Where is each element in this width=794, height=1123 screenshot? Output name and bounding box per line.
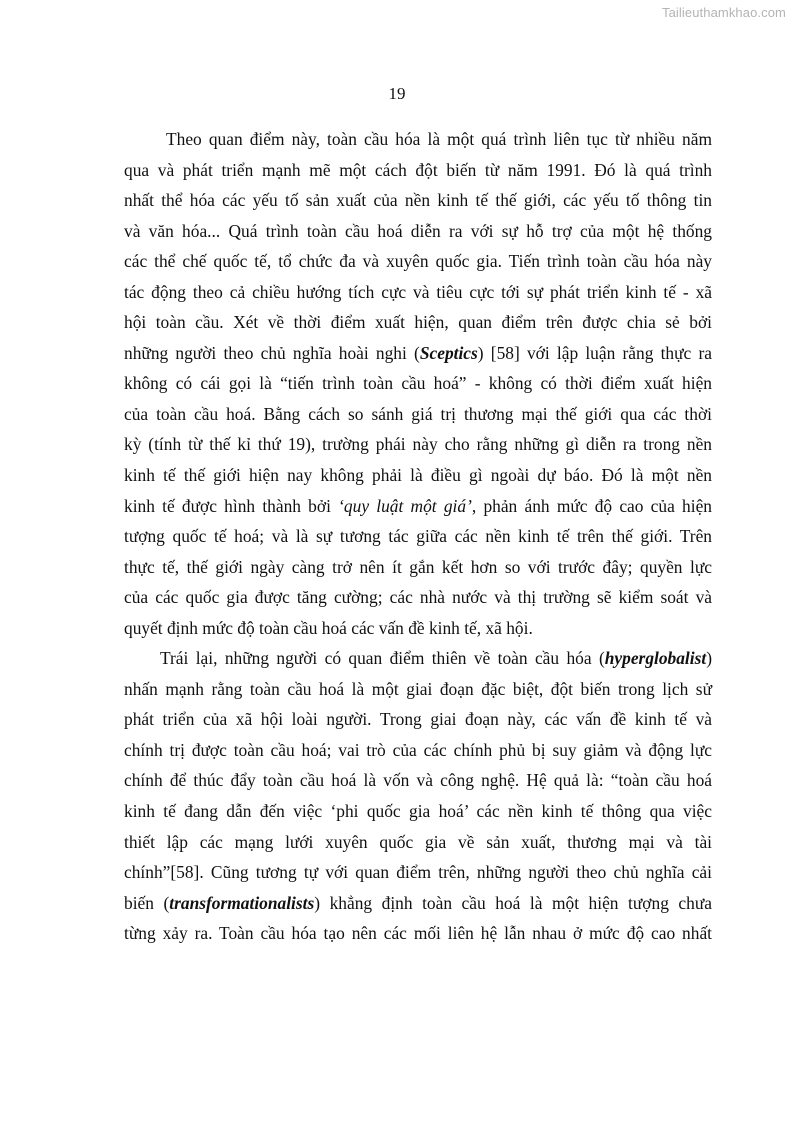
text-run: chính để thúc đẩy toàn cầu hoá là vốn và công nghệ. Hệ quả là: “toàn cầu hoá (124, 770, 712, 791)
paragraph-1 (124, 124, 712, 643)
text-run: Theo quan điểm này, toàn cầu hóa là một quá trình liên tục từ nhiều năm (166, 129, 712, 149)
text-run: Trái lại, những người có quan điểm thiên về toàn cầu hóa ( (160, 648, 605, 669)
text-run: và văn hóa... Quá trình toàn cầu hoá diễn ra với sự hỗ trợ của một hệ thống (124, 220, 712, 241)
text-run: các thể chế quốc tế, tổ chức đa và xuyên quốc gia. Tiến trình toàn cầu hóa này (124, 251, 712, 272)
text-run: những người theo chủ nghĩa hoài nghi ( (124, 342, 420, 363)
text-line (124, 429, 712, 460)
text-line (124, 460, 712, 491)
text-run: chính trị được toàn cầu hoá; vai trò của các chính phủ bị suy giảm và động lực (124, 739, 712, 760)
text-run: thực tế, thế giới ngày càng trở nên ít gắn kết hơn so với trước đây; quyền lực (124, 556, 712, 577)
document-body (124, 124, 712, 949)
text-run: nhấn mạnh rằng toàn cầu hoá là một giai đoạn đặc biệt, đột biến trong lịch sử (124, 678, 712, 699)
text-line (124, 796, 712, 827)
text-run: tượng quốc tế hoá; và là sự tương tác giữa các nền kinh tế trên thế giới. Trên (124, 526, 712, 547)
paragraph-2 (124, 643, 712, 948)
text-line (124, 338, 712, 369)
text-line (124, 368, 712, 399)
text-run: của toàn cầu hoá. Bằng cách so sánh giá trị thương mại thế giới qua các thời (124, 403, 712, 424)
text-line (124, 765, 712, 796)
text-run: chính”[58]. Cũng tương tự với quan điểm trên, những người theo chủ nghĩa cải (124, 862, 712, 883)
text-line (124, 185, 712, 216)
text-line (124, 918, 712, 949)
quoted-term: ‘quy luật một giá’ (338, 495, 472, 516)
watermark: Tailieuthamkhao.com (661, 5, 786, 20)
text-run: kinh tế được hình thành bởi (124, 495, 339, 516)
page-number: 19 (388, 84, 406, 103)
text-run: qua và phát triển mạnh mẽ một cách đột biến từ năm 1991. Đó là quá trình (124, 159, 712, 180)
text-line (124, 307, 712, 338)
text-line (124, 888, 712, 919)
text-line (124, 399, 712, 430)
text-line (124, 827, 712, 858)
text-run: ) (706, 648, 712, 669)
text-run: từng xảy ra. Toàn cầu hóa tạo nên các mối liên hệ lẫn nhau ở mức độ cao nhất (124, 923, 712, 944)
term-transformationalists: transformationalists (169, 892, 315, 913)
text-run: nhất thể hóa các yếu tố sản xuất của nền kinh tế thế giới, các yếu tố thông tin (124, 190, 712, 211)
term-hyperglobalist: hyperglobalist (604, 648, 707, 669)
text-line (124, 857, 712, 888)
text-run: tác động theo cả chiều hướng tích cực và tiêu cực tới sự phát triển kinh tế - xã (124, 281, 712, 302)
text-line (124, 124, 712, 155)
text-line (124, 674, 712, 705)
text-line (124, 552, 712, 583)
text-run: kinh tế đang dẫn đến việc ‘phi quốc gia hoá’ các nền kinh tế thông qua việc (124, 801, 712, 822)
text-line (124, 582, 712, 613)
text-run: không có cái gọi là “tiến trình toàn cầu hoá” - không có thời điểm xuất hiện (124, 373, 712, 394)
text-line (124, 155, 712, 186)
text-run: thiết lập các mạng lưới xuyên quốc gia về sản xuất, thương mại và tài (124, 831, 712, 852)
text-line (124, 735, 712, 766)
text-run: , phản ánh mức độ cao của hiện (471, 495, 712, 516)
text-line (124, 613, 712, 644)
text-run: kinh tế thế giới hiện nay không phải là điều gì ngoài dự báo. Đó là một nền (124, 465, 712, 486)
text-run: quyết định mức độ toàn cầu hoá các vấn đề kinh tế, xã hội. (124, 617, 533, 638)
text-line (124, 643, 712, 674)
term-sceptics: Sceptics (419, 342, 478, 363)
text-line (124, 491, 712, 522)
text-line (124, 216, 712, 247)
text-run: ) [58] với lập luận rằng thực ra (477, 342, 712, 363)
text-line (124, 277, 712, 308)
text-line (124, 521, 712, 552)
text-line (124, 704, 712, 735)
text-run: của các quốc gia được tăng cường; các nhà nước và thị trường sẽ kiểm soát và (124, 587, 712, 608)
text-line (124, 246, 712, 277)
text-run: biến ( (124, 892, 170, 913)
text-run: kỳ (tính từ thế kỉ thứ 19), trường phái này cho rằng những gì diễn ra trong nền (124, 434, 712, 455)
text-run: hội toàn cầu. Xét về thời điểm xuất hiện, quan điểm trên được chia sẻ bởi (124, 312, 712, 333)
text-run: ) khẳng định toàn cầu hoá là một hiện tượng chưa (314, 892, 712, 913)
text-run: phát triển của xã hội loài người. Trong giai đoạn này, các vấn đề kinh tế và (124, 709, 712, 730)
